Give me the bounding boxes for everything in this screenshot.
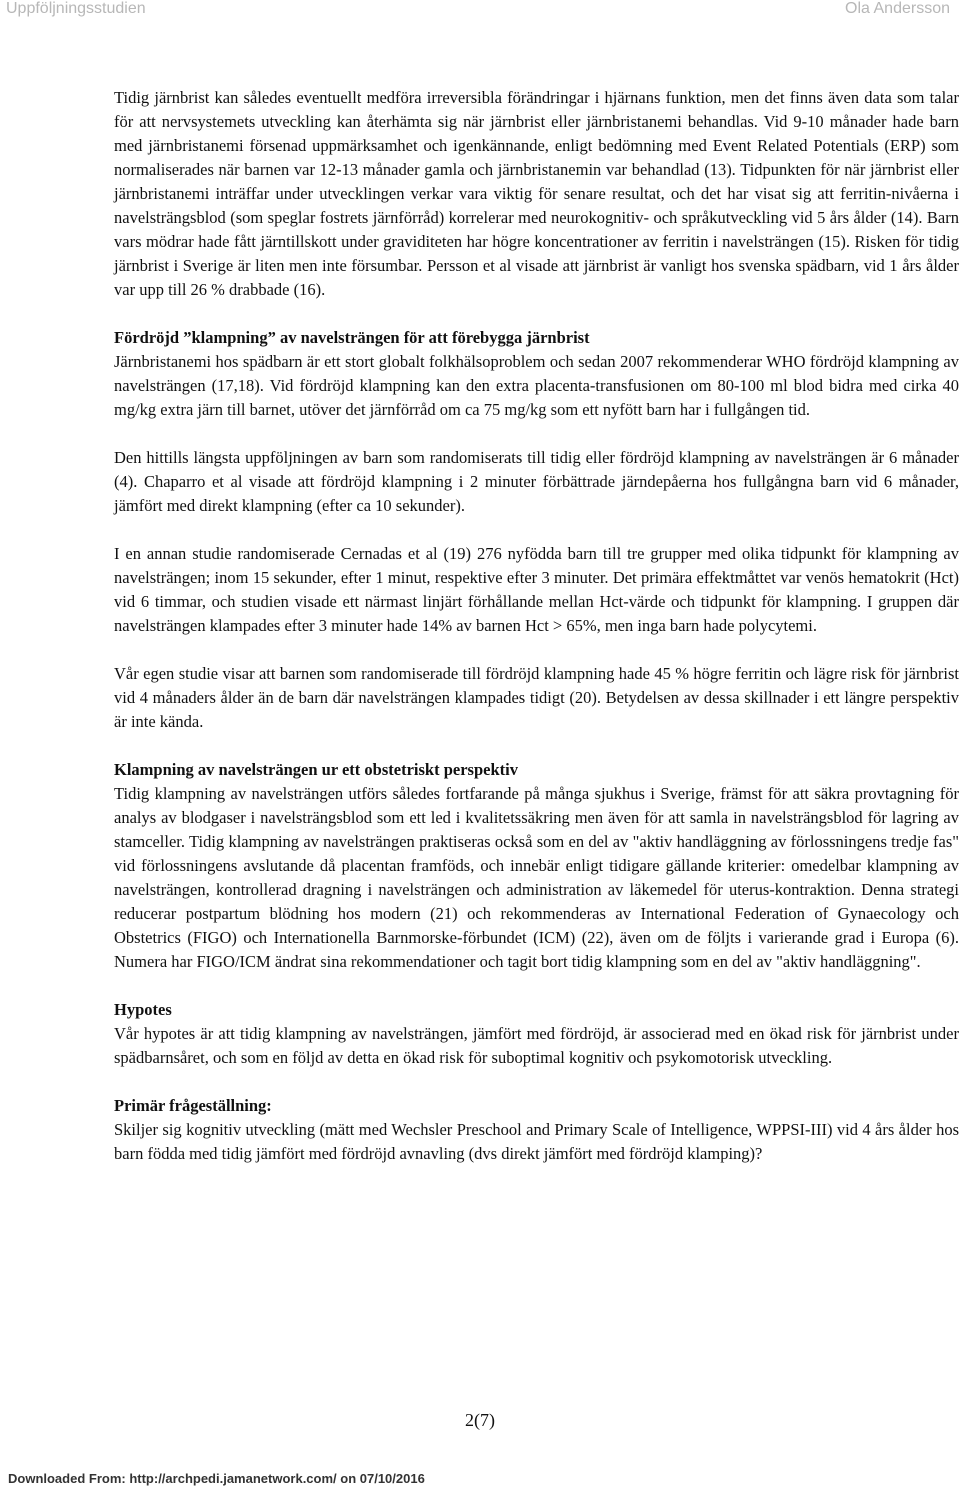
heading-hypothesis: Hypotes bbox=[114, 1000, 172, 1019]
paragraph-who-recommendation: Järnbristanemi hos spädbarn är ett stort globalt folkhälsoproblem och sedan 2007 rekommenderar WHO fördröjd klampning av navelsträngen (17,18). Vid fördröjd klampning kan den extra placenta-transfusionen om 80-100 ml blod bidra med cirka 40 mg/kg extra järn till barnet, utöver det järnförråd om ca 75 mg/kg som ett nyfött barn har i fullgången tid. bbox=[114, 352, 959, 419]
body-text bbox=[114, 86, 959, 1166]
paragraph-primary-question: Skiljer sig kognitiv utveckling (mätt med Wechsler Preschool and Primary Scale of Intelligence, WPPSI-III) vid 4 års ålder hos barn födda med tidig jämfört med fördröjd avnavling (dvs direkt jämfört med fördröjd klamping)? bbox=[114, 1120, 959, 1163]
page-number: 2(7) bbox=[465, 1410, 495, 1430]
header-author: Ola Andersson bbox=[845, 0, 950, 17]
heading-primary-question: Primär frågeställning: bbox=[114, 1096, 272, 1115]
header-title: Uppföljningsstudien bbox=[6, 0, 146, 17]
paragraph-iron-deficiency: Tidig järnbrist kan således eventuellt medföra irreversibla förändringar i hjärnans funktion, men det finns även data som talar för att nervsystemets utveckling kan återhämta sig när järnbrist eller järnbristanemi behandlas. Vid 9-10 månader hade barn med järnbristanemi försenad uppmärksamhet och igenkännande, enligt bedömning med Event Related Potentials (ERP) som normaliserades när barnen var 12-13 månader gamla och järnbristanemin var behandlad (13). Tidpunkten för när järnbrist eller järnbristanemi inträffar under utvecklingen verkar vara viktig för senare resultat, och det har visat sig att ferritin-nivåerna i navelsträngsblod (som speglar fostrets järnförråd) korrelerar med neurokognitiv- och språkutveckling vid 5 års ålder (14). Barn vars mödrar hade fått järntillskott under graviditeten har högre koncentrationer av ferritin i navelsträngen (15). Risken för tidig järnbrist i Sverige är liten men inte försumbar. Persson et al visade att järnbrist är vanligt hos svenska spädbarn, vid 1 års ålder var upp till 26 % drabbade (16). bbox=[114, 88, 959, 299]
download-footer: Downloaded From: http://archpedi.jamanetwork.com/ on 07/10/2016 bbox=[8, 1471, 425, 1486]
page-header bbox=[0, 0, 960, 38]
paragraph-hypothesis: Vår hypotes är att tidig klampning av navelsträngen, jämfört med fördröjd, är associerad med en ökad risk för järnbrist under spädbarnsåret, och som en följd av detta en ökad risk för suboptimal kognitiv och psykomotorisk utveckling. bbox=[114, 1024, 959, 1067]
paragraph-longest-followup: Den hittills längsta uppföljningen av barn som randomiserats till tidig eller fördröjd klampning av navelsträngen är 6 månader (4). Chaparro et al visade att fördröjd klampning i 2 minuter förbättrade järndepåerna hos fullgångna barn vid 6 månader, jämfört med direkt klampning (efter ca 10 sekunder). bbox=[114, 448, 959, 515]
paragraph-obstetric: Tidig klampning av navelsträngen utförs således fortfarande på många sjukhus i Sverige, främst för att säkra provtagning för analys av blodgaser i navelsträngsblod som ett led i kvalitetssäkring men även för att samla in navelsträngsblod för lagring av stamceller. Tidig klampning av navelsträngen praktiseras också som en del av "aktiv handläggning av förlossningens tredje fas" vid förlossningens avslutande då placentan framföds, och innebär enligt tidigare gällande kriterier: omedelbar klampning av navelsträngen, kontrollerad dragning i navelsträngen och administration av läkemedel för uterus-kontraktion. Denna strategi reducerar postpartum blödning hos modern (21) och rekommenderas av International Federation of Gynaecology och Obstetrics (FIGO) och Internationella Barnmorske-förbundet (ICM) (22), även om de följts i varierande grad i Europa (6). Numera har FIGO/ICM ändrat sina rekommendationer och tagit bort tidig klampning som en del av "aktiv handläggning". bbox=[114, 784, 959, 971]
heading-obstetric-perspective: Klampning av navelsträngen ur ett obstetriskt perspektiv bbox=[114, 760, 518, 779]
paragraph-own-study: Vår egen studie visar att barnen som randomiserade till fördröjd klampning hade 45 % högre ferritin och lägre risk för järnbrist vid 4 månaders ålder än de barn där navelsträngen klampades tidigt (20). Betydelsen av dessa skillnader i ett längre perspektiv är inte kända. bbox=[114, 664, 959, 731]
paragraph-cernadas-study: I en annan studie randomiserade Cernadas et al (19) 276 nyfödda barn till tre grupper med olika tidpunkt för klampning av navelsträngen; inom 15 sekunder, efter 1 minut, respektive efter 3 minuter. Det primära effektmåttet var venös hematokrit (Hct) vid 6 timmar, och studien visade ett närmast linjärt förhållande mellan Hct-värde och tidpunkt för klampning. I gruppen där navelsträngen klampades efter 3 minuter hade 14% av barnen Hct > 65%, men inga barn hade polycytemi. bbox=[114, 544, 959, 635]
heading-delayed-clamping: Fördröjd ”klampning” av navelsträngen för att förebygga järnbrist bbox=[114, 328, 590, 347]
